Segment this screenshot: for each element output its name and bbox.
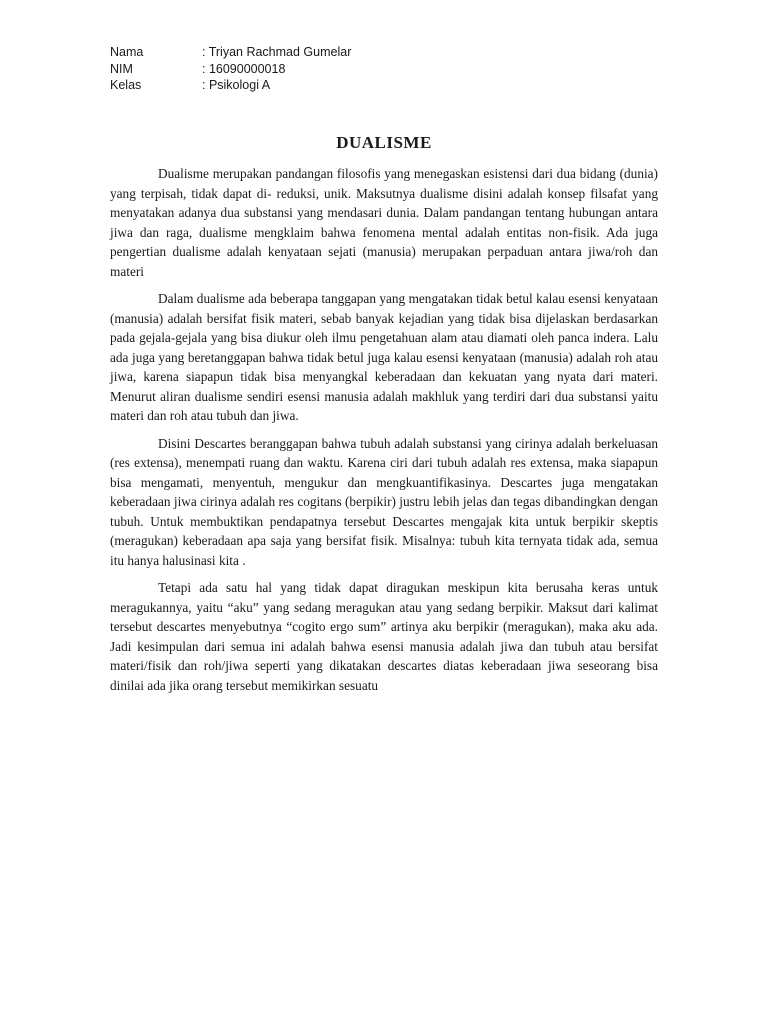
header-value: : Psikologi A [202,78,271,92]
paragraph-2: Dalam dualisme ada beberapa tanggapan yang mengatakan tidak betul kalau esensi kenyataan (manusia) adalah bersifat fisik materi, sebab banyak kejadian yang tidak bisa dijelaskan berdasarkan pada gejala-gejala yang bisa diukur oleh ilmu pengetahuan alam atau diamati oleh panca indera. Lalu ada juga yang beretanggapan bahwa tidak betul juga kalau esensi kenyataan (manusia) adalah roh atau jiwa, karena siapapun tidak bisa menyangkal keberadaan dan kekuatan yang nyata dari materi. Menurut aliran dualisme sendiri esensi manusia adalah makhluk yang terdiri dari dua substansi yaitu materi dan roh atau tubuh dan jiwa. [110,291,658,423]
header-label: NIM [110,61,133,76]
header-row-nama [110,44,351,61]
header-row-kelas [110,77,351,94]
paragraph-3: Disini Descartes beranggapan bahwa tubuh adalah substansi yang cirinya adalah berkeluasan (res extensa), menempati ruang dan waktu. Karena ciri dari tubuh adalah res extensa, maka siapapun bisa mengamati, menyentuh, mengukur dan mengkuantifikasinya. Descartes juga mengatakan keberadaan jiwa cirinya adalah res cogitans (berpikir) justru lebih jelas dan tegas dibandingkan dengan tubuh. Untuk membuktikan pendapatnya tersebut Descartes mengajak kita untuk berpikir skeptis (meragukan) keberadaan apa saja yang bersifat fisik. Misalnya: tubuh kita ternyata tidak ada, semua itu hanya halusinasi kita . [110,435,658,568]
header-value: : Triyan Rachmad Gumelar [202,45,352,59]
header-value: : 16090000018 [202,61,286,76]
header-row-nim [110,61,351,78]
header-label: Nama [110,45,144,59]
paragraph-1: Dualisme merupakan pandangan filosofis yang menegaskan esistensi dari dua bidang (dunia) yang terpisah, tidak dapat di- reduksi, unik. Maksutnya dualisme disini adalah konsep filsafat yang menyatakan adanya dua substansi yang mendasari dunia. Dalam pandangan tentang hubungan antara jiwa dan raga, dualisme mengklaim bahwa fenomena mental adalah entitas non-fisik. Ada juga pengertian dualisme adalah kenyataan sejati (manusia) merupakan perpaduan antara jiwa/roh dan materi [110,166,658,279]
header-label: Kelas [110,78,142,92]
document-body [110,164,658,703]
document-title: DUALISME [336,133,432,152]
student-info-header [110,44,351,94]
paragraph-4: Tetapi ada satu hal yang tidak dapat diragukan meskipun kita berusaha keras untuk meragukannya, yaitu “aku” yang sedang meragukan atau yang sedang berpikir. Maksut dari kalimat tersebut descartes menyebutnya “cogito ergo sum” artinya aku berpikir (meragukan), maka aku ada. Jadi kesimpulan dari semua ini adalah bahwa esensi manusia adalah jiwa dan tubuh atau bersifat materi/fisik dan roh/jiwa seperti yang dikatakan descartes diatas keberadaan jiwa seseorang bisa dinilai ada jika orang tersebut memikirkan sesuatu [110,580,658,693]
